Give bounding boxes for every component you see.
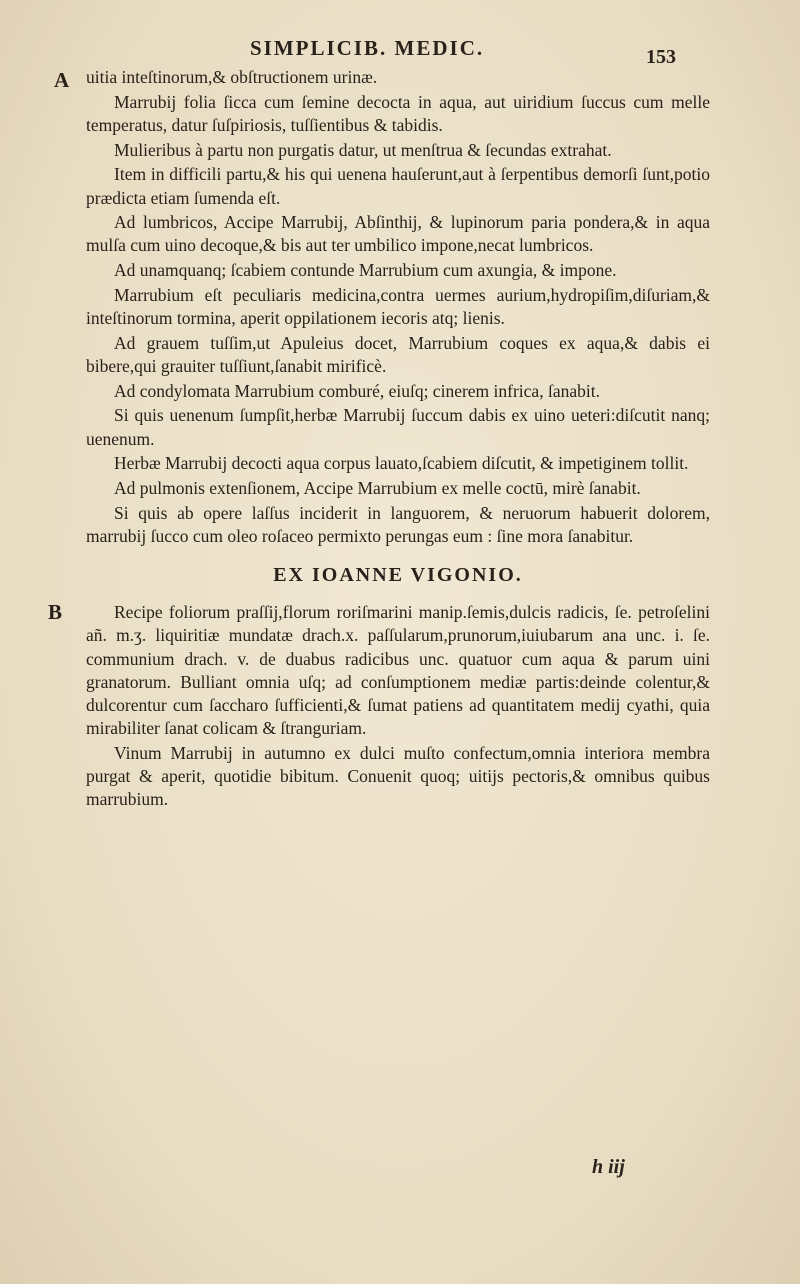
- paragraph: Ad condylomata Marrubium comburé, eiuſq; cinerem infrica, ſanabit.: [114, 380, 600, 401]
- signature-mark: h iij: [592, 1156, 625, 1178]
- paragraph: Vinum Marrubij in autumno ex dulci muſto confectum,omnia interiora membra purgat & aperit, quotidie bibitum. Conuenit quoq; uitijs pectoris,& omnibus quibus marrubium.: [86, 742, 710, 810]
- paragraph: Si quis uenenum ſumpſit,herbæ Marrubij ſuccum dabis ex uino ueteri:diſcutit nanq; uenenum.: [86, 405, 710, 449]
- running-title: SIMPLICIB. MEDIC.: [250, 36, 485, 60]
- paragraph: Recipe foliorum praſſij,florum roriſmarini manip.ſemis,dulcis radicis, ſe. petroſelini añ. m.ʒ. liquiritiæ mundatæ drach.x. paſſularum,prunorum,iuiubarum ana unc. i. ſe. communium drach. v. de duabus radicibus unc. quatuor cum aqua & parum uini granatorum. Bulliant omnia uſq; ad conſumptionem mediæ partis:deinde colentur,& dulcorentur cum ſaccharo ſufficienti,& ſumat patiens ad quantitatem medij cyathi, quia mirabiliter ſanat colicam & ſtranguriam.: [86, 602, 710, 739]
- paragraph: Ad grauem tuſſim,ut Apuleius docet, Marrubium coques ex aqua,& dabis ei bibere,qui grauiter tuſſiunt,ſanabit mirificè.: [86, 332, 710, 376]
- paragraph: Ad pulmonis extenſionem, Accipe Marrubium ex melle coctū, mirè ſanabit.: [114, 477, 641, 498]
- paragraph: Mulieribus à partu non purgatis datur, ut menſtrua & ſecundas extrahat.: [114, 139, 612, 160]
- paragraph: Marrubij folia ſicca cum ſemine decocta in aqua, aut uiridium ſuccus cum melle temperatus, datur ſuſpiriosis, tuſſientibus & tabidis.: [86, 91, 710, 135]
- paragraph: Item in difficili partu,& his qui uenena hauſerunt,aut à ſerpentibus demorſi ſunt,potio prædicta etiam ſumenda eſt.: [86, 164, 710, 208]
- paragraph: Marrubium eſt peculiaris medicina,contra uermes aurium,hydropiſim,diſuriam,& inteſtinorum tormina, aperit oppilationem iecoris atq; lienis.: [86, 284, 710, 329]
- margin-letter-b: B: [48, 600, 63, 624]
- main-text: [86, 66, 710, 813]
- paragraph: Herbæ Marrubij decocti aqua corpus lauato,ſcabiem diſcutit, & impetiginem tollit.: [114, 453, 689, 474]
- section-heading: EX IOANNE VIGONIO.: [273, 564, 523, 587]
- paragraph: Ad lumbricos, Accipe Marrubij, Abſinthij, & lupinorum paria pondera,& in aqua mulſa cum uino decoque,& bis aut ter umbilico impone,necat lumbricos.: [86, 212, 710, 256]
- margin-letter-a: A: [54, 68, 70, 92]
- paragraph: Ad unamquanq; ſcabiem contunde Marrubium cum axungia, & impone.: [114, 260, 617, 281]
- page-number: 153: [646, 46, 676, 68]
- paragraph: Si quis ab opere laſſus inciderit in languorem, & neruorum habuerit dolorem, marrubij ſucco cum oleo roſaceo permixto perungas eum : ſine mora ſanabitur.: [86, 502, 710, 546]
- paragraph: uitia inteſtinorum,& obſtructionem urinæ.: [86, 67, 378, 87]
